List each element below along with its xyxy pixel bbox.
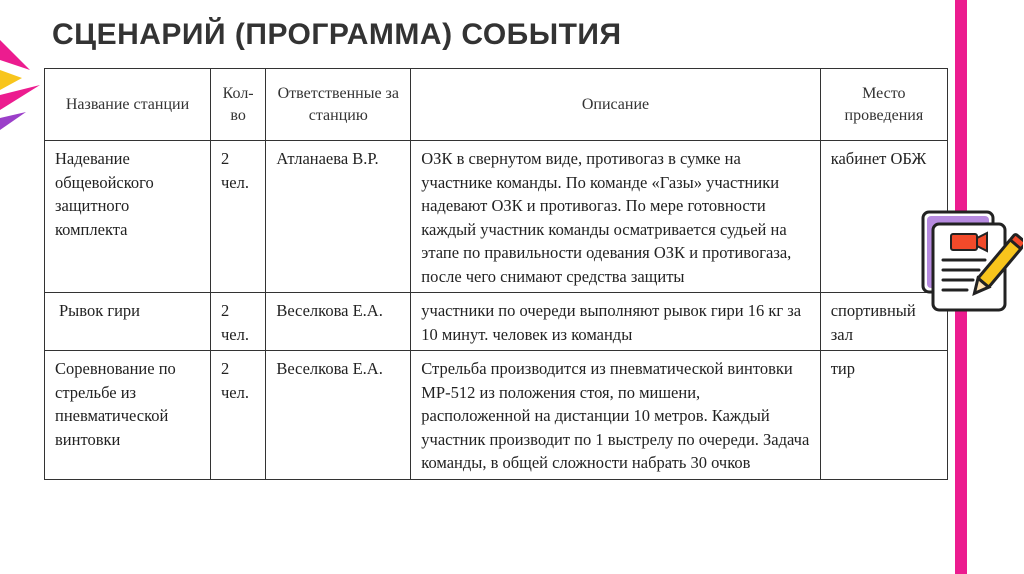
cell-description: участники по очереди выполняют рывок гири 16 кг за 10 минут. человек из команды [411,293,820,351]
cell-location: кабинет ОБЖ [820,141,947,293]
cell-responsible: Веселкова Е.А. [266,351,411,480]
cell-responsible: Атланаева В.Р. [266,141,411,293]
cell-station: Надевание общевойского защитного комплекта [45,141,211,293]
cell-description: Стрельба производится из пневматической винтовки МР-512 из положения стоя, по мишени, расположенной на дистанции 10 метров. Каждый участник производит по 1 выстрелу по очереди. Задача команды, в общей сложности набрать 30 очков [411,351,820,480]
cell-station: Соревнование по стрельбе из пневматической винтовки [45,351,211,480]
cell-count: 2 чел. [210,293,265,351]
header-count: Кол-во [210,69,265,141]
header-location: Место проведения [820,69,947,141]
cell-count: 2 чел. [210,141,265,293]
page-title: СЦЕНАРИЙ (ПРОГРАММА) СОБЫТИЯ [52,18,622,51]
cell-description: ОЗК в свернутом виде, противогаз в сумке на участнике команды. По команде «Газы» участники надевают ОЗК и противогаз. По мере готовности каждый участник команды осматривается судьей на этапе по правильности одевания ОЗК и противогаза, после чего снимают средства защиты [411,141,820,293]
cell-responsible: Веселкова Е.А. [266,293,411,351]
table-row [45,141,948,293]
starburst-decoration [0,0,48,140]
document-pencil-icon [915,208,1023,314]
cell-location: тир [820,351,947,480]
header-responsible: Ответственные за станцию [266,69,411,141]
table-row [45,293,948,351]
table-row [45,351,948,480]
header-description: Описание [411,69,820,141]
cell-count: 2 чел. [210,351,265,480]
cell-station: Рывок гири [45,293,211,351]
cell-location: спортивный зал [820,293,947,351]
header-station: Название станции [45,69,211,141]
event-schedule-table [44,68,948,480]
table-header-row [45,69,948,141]
